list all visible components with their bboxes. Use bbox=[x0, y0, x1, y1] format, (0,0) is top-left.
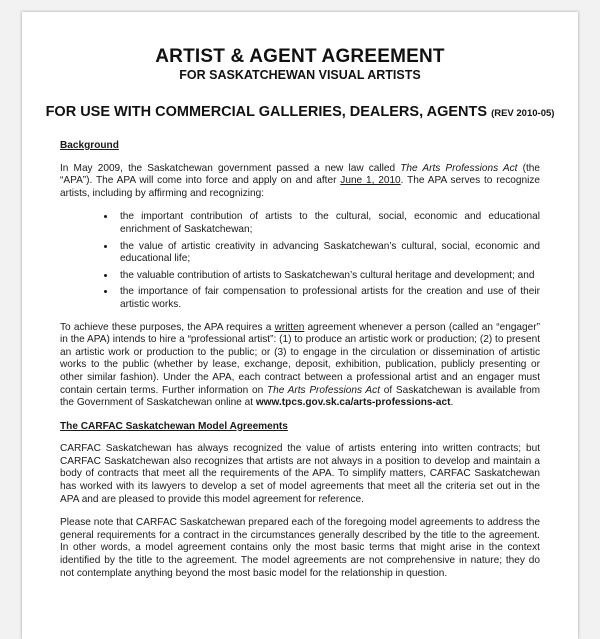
website-url: www.tpcs.gov.sk.ca/arts-professions-act bbox=[255, 397, 451, 409]
revision-label: (REV 2010-05) bbox=[491, 108, 555, 119]
text-span: . The APA serves to recognize artists, including by affirming and recognizing: bbox=[60, 175, 540, 199]
document-title: ARTIST & AGENT AGREEMENT bbox=[155, 46, 445, 67]
text-span: agreement whenever a person (called an “engager” in the APA) intends to hire a “professional artist”: (1) to produce an artistic work or production; (2) to present an artistic work or production to the public; or (3) to engage in the circulation or dissemination of artistic works to the public (whether by lease, exchange, deposit, exhibition, publication, publicly presenting or other similar fashion). Under the APA, each contract between a professional artist and an engager must contain certain terms. Further information on bbox=[60, 321, 540, 396]
background-paragraph-1 bbox=[60, 163, 540, 201]
use-line bbox=[22, 104, 578, 120]
document-subtitle: FOR SASKATCHEWAN VISUAL ARTISTS bbox=[179, 68, 421, 82]
text-span: . bbox=[450, 397, 454, 409]
act-name: The Arts Professions Act bbox=[400, 162, 518, 174]
text-span: In May 2009, the Saskatchewan government passed a new law called bbox=[60, 162, 401, 174]
list-item: • the value of artistic creativity in advancing Saskatchewan’s cultural, social, economic and educational life; bbox=[116, 241, 540, 266]
carfac-heading: The CARFAC Saskatchewan Model Agreements bbox=[60, 420, 288, 432]
act-name: The Arts Professions Act bbox=[266, 384, 380, 396]
background-heading: Background bbox=[60, 140, 119, 151]
use-line-text: FOR USE WITH COMMERCIAL GALLERIES, DEALERS, AGENTS bbox=[45, 104, 488, 120]
carfac-paragraph-2: Please note that CARFAC Saskatchewan prepared each of the foregoing model agreements to address the general requirements for a contract in the circumstances generally described by the title to the agreement. In other words, a model agreement contains only the most basic terms that might arise in the context identified by the title to the agreement. The model agreements are not comprehensive in nature; they do not contemplate anything beyond the most basic model for the relationship in question. bbox=[60, 517, 540, 579]
list-item: • the valuable contribution of artists to Saskatchewan’s cultural heritage and development; and bbox=[116, 270, 540, 283]
text-span: To achieve these purposes, the APA requires a bbox=[60, 321, 275, 333]
list-item: • the important contribution of artists to the cultural, social, economic and educational enrichment of Saskatchewan; bbox=[116, 211, 540, 236]
list-item: • the importance of fair compensation to professional artists for the creation and use of their artistic works. bbox=[116, 286, 540, 311]
written-emphasis: written bbox=[274, 321, 305, 333]
document-page bbox=[22, 12, 578, 639]
recognition-list bbox=[60, 211, 540, 311]
text-span: (the “APA”). The APA will come into force and apply on and after bbox=[60, 162, 540, 187]
effective-date: June 1, 2010 bbox=[340, 175, 401, 187]
background-paragraph-2 bbox=[60, 322, 540, 410]
text-span: of Saskatchewan is available from the Government of Saskatchewan online at bbox=[60, 384, 540, 409]
document-body bbox=[60, 140, 540, 591]
carfac-paragraph-1: CARFAC Saskatchewan has always recognized the value of artists entering into written contracts; but CARFAC Saskatchewan also recognizes that artists are not always in a position to develop and maintain a body of contracts that meet all the requirements of the APA. To simplify matters, CARFAC Saskatchewan has worked with its lawyers to develop a set of model agreements that meet all the criteria set out in the APA and are pleased to provide this model agreement for reference. bbox=[60, 443, 540, 505]
